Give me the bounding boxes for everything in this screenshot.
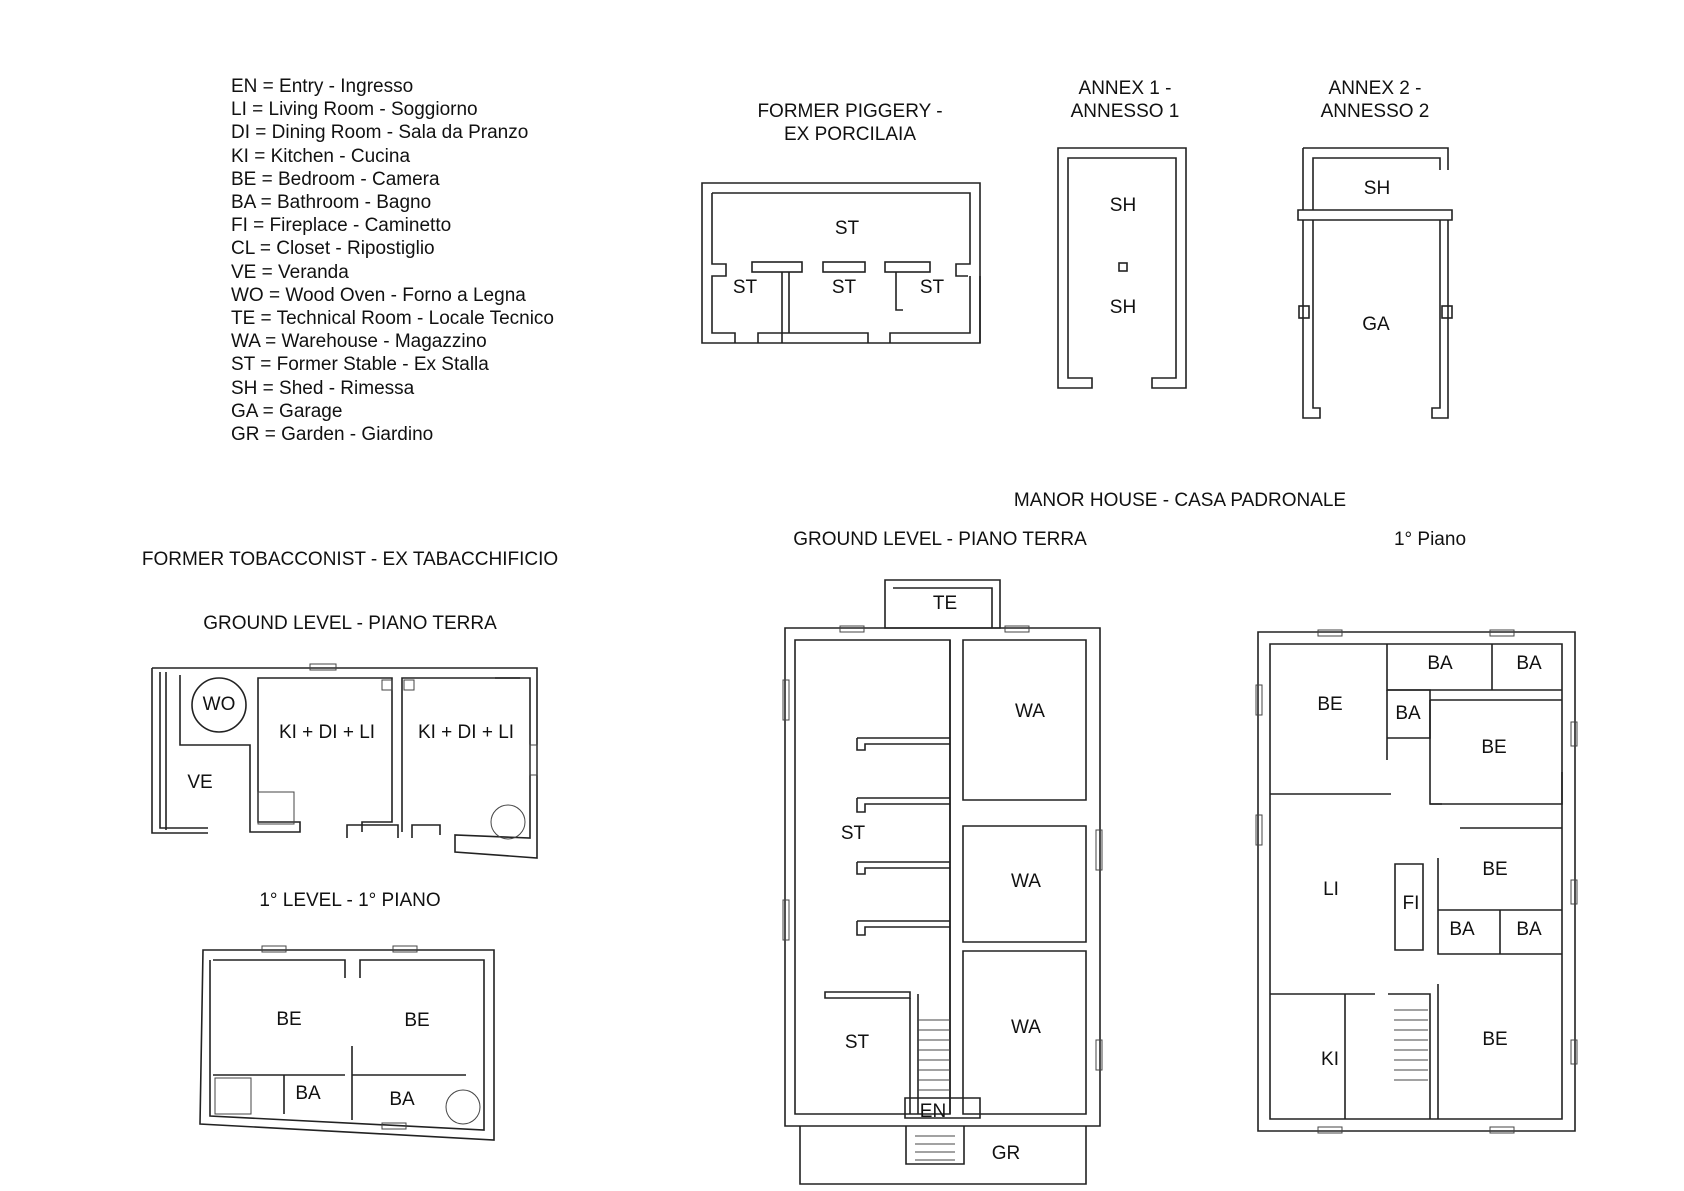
room-label: ST (840, 823, 866, 845)
room-label: SH (1109, 195, 1137, 217)
room-label: KI (1321, 1049, 1339, 1071)
room-label: ST (919, 277, 945, 299)
room-label: SH (1363, 178, 1391, 200)
room-label: WA (1011, 871, 1041, 893)
tobacco-first-title: 1° LEVEL - 1° PIANO (259, 890, 441, 911)
room-label: SH (1109, 297, 1137, 319)
annex1-title: ANNEX 1 - ANNESSO 1 (1070, 78, 1180, 122)
room-label: BA (1395, 703, 1421, 725)
legend-item: TE = Technical Room - Locale Tecnico (231, 308, 554, 330)
room-label: ST (844, 1032, 870, 1054)
room-label: KI + DI + LI (417, 722, 515, 744)
annex1-plan (1058, 148, 1186, 388)
room-label: BE (1482, 1029, 1508, 1051)
tobacco-title: FORMER TOBACCONIST - EX TABACCHIFICIO (141, 549, 559, 570)
tobacco-ground-title: GROUND LEVEL - PIANO TERRA (203, 613, 497, 634)
tobacco-ground-plan (152, 664, 537, 858)
piggery-title: FORMER PIGGERY - EX PORCILAIA (757, 101, 943, 145)
legend-item: GA = Garage (231, 400, 343, 422)
legend-item: BA = Bathroom - Bagno (231, 192, 432, 214)
room-label: GA (1362, 314, 1390, 336)
room-label: BA (1516, 653, 1542, 675)
legend-item: LI = Living Room - Soggiorno (231, 99, 478, 121)
room-label: TE (932, 593, 958, 615)
annex2-plan (1298, 148, 1452, 418)
legend-item: SH = Shed - Rimessa (231, 377, 415, 399)
room-label: BE (1317, 694, 1343, 716)
room-label: BA (1516, 919, 1542, 941)
room-label: BA (389, 1089, 415, 1111)
legend-item: ST = Former Stable - Ex Stalla (231, 354, 489, 376)
room-label: WO (202, 694, 236, 716)
legend-item: BE = Bedroom - Camera (231, 168, 440, 190)
room-label: BA (295, 1083, 321, 1105)
room-label: WA (1015, 701, 1045, 723)
legend-item: DI = Dining Room - Sala da Pranzo (231, 122, 529, 144)
room-label: ST (834, 218, 860, 240)
room-label: EN (919, 1101, 947, 1123)
room-label: FI (1402, 893, 1420, 915)
room-label: BE (1481, 737, 1507, 759)
room-label: BE (404, 1010, 430, 1032)
room-label: BA (1427, 653, 1453, 675)
manor-first-plan (1256, 630, 1577, 1133)
room-label: GR (991, 1143, 1021, 1165)
room-label: KI + DI + LI (278, 722, 376, 744)
legend-item: CL = Closet - Ripostiglio (231, 238, 435, 260)
legend-item: KI = Kitchen - Cucina (231, 145, 411, 167)
room-label: ST (831, 277, 857, 299)
legend-item: WA = Warehouse - Magazzino (231, 331, 487, 353)
legend-item: EN = Entry - Ingresso (231, 76, 414, 97)
legend-item: GR = Garden - Giardino (231, 424, 434, 446)
annex2-title: ANNEX 2 - ANNESSO 2 (1320, 78, 1430, 122)
legend-item: WO = Wood Oven - Forno a Legna (231, 284, 526, 306)
manor-ground-title: GROUND LEVEL - PIANO TERRA (793, 529, 1087, 550)
manor-first-title: 1° Piano (1393, 529, 1467, 550)
room-label: BA (1449, 919, 1475, 941)
room-label: WA (1011, 1017, 1041, 1039)
room-label: ST (732, 277, 758, 299)
piggery-plan (702, 183, 980, 343)
room-label: BE (276, 1009, 302, 1031)
room-label: VE (187, 772, 213, 794)
room-label: BE (1482, 859, 1508, 881)
legend-item: VE = Veranda (231, 261, 349, 283)
tobacco-first-plan (200, 946, 494, 1140)
room-label: LI (1323, 879, 1339, 901)
manor-ground-plan (783, 580, 1102, 1184)
legend-item: FI = Fireplace - Caminetto (231, 215, 452, 237)
manor-title: MANOR HOUSE - CASA PADRONALE (1013, 490, 1347, 511)
